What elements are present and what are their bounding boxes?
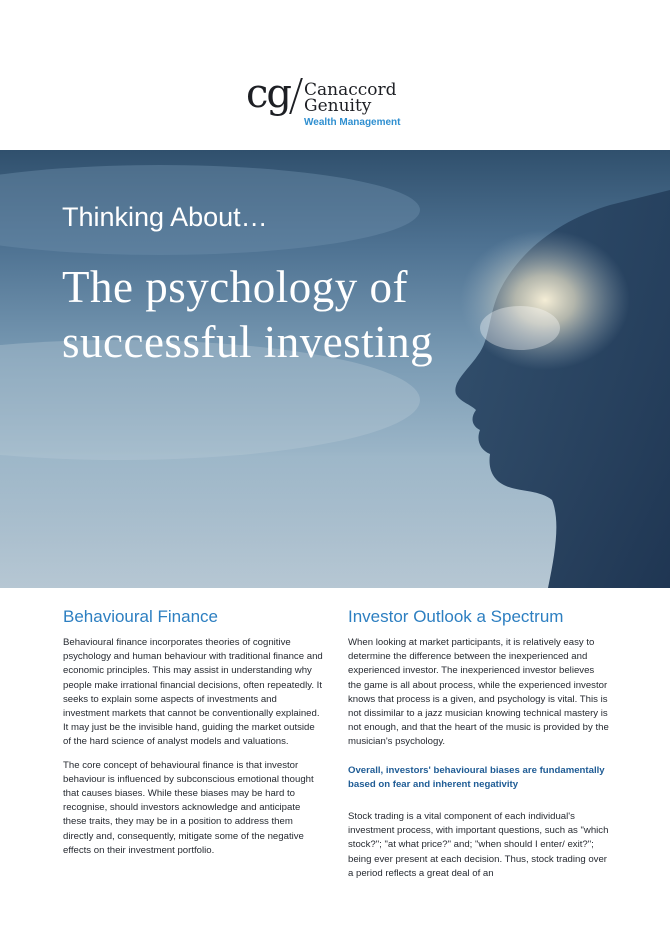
paragraph: Stock trading is a vital component of each individual's investment process, with important questions, such as "which stock?"; "at what price?" and; "when should I enter/ exit?"; being ever present at each decision. Thus, stock trading over a period reflects a great deal of an — [348, 811, 609, 879]
logo-name-line2: Genuity — [304, 96, 372, 116]
section-heading-investor-outlook: Investor Outlook a Spectrum — [348, 607, 564, 626]
left-column — [63, 607, 325, 867]
hero-title: The psychology of successful investing — [62, 262, 434, 367]
section-heading-behavioural-finance: Behavioural Finance — [63, 607, 218, 626]
paragraph: The core concept of behavioural finance is that investor behaviour is influenced by subconscious emotional thought that causes biases. While these biases may be hard to recognise, should investors acknowledge and anticipate these traits, they may be in a position to address them directly and, consequently, mitigate some of the negative effects on their investment portfolio. — [63, 759, 314, 856]
logo-monogram: cg — [246, 71, 291, 117]
logo-subtitle: Wealth Management — [304, 117, 401, 128]
pull-quote: Overall, investors' behavioural biases are fundamentally based on fear and inherent negativity — [348, 764, 605, 790]
brand-logo — [246, 71, 446, 134]
hero-banner — [0, 150, 670, 588]
paragraph: Behavioural finance incorporates theories of cognitive psychology and human behaviour with traditional finance and economic principles. This may assist in understanding why people make irrational financial decisions, often repeatedly. It seeks to explain some aspects of investments and investment markets that cannot be conventionally explained. It may just be the invisible hand, guiding the market outside of the hard science of analyst models and valuations. — [63, 637, 323, 748]
logo-name-line1: Canaccord — [304, 80, 397, 100]
right-column — [348, 607, 610, 890]
paragraph: When looking at market participants, it is relatively easy to determine the difference between the inexperienced and experienced investor. The inexperienced investor believes the game is all about process, while the experienced investor knows that process is a given, and psychology is vital. This is not dissimilar to a jazz musician knowing technical mastery is not enough, and that the heart of the music is provided by the musician's psychology. — [348, 637, 609, 748]
cloud-highlight — [480, 306, 560, 350]
hero-kicker: Thinking About… — [62, 202, 268, 232]
logo-slash — [289, 78, 303, 114]
light-glow — [460, 230, 630, 370]
